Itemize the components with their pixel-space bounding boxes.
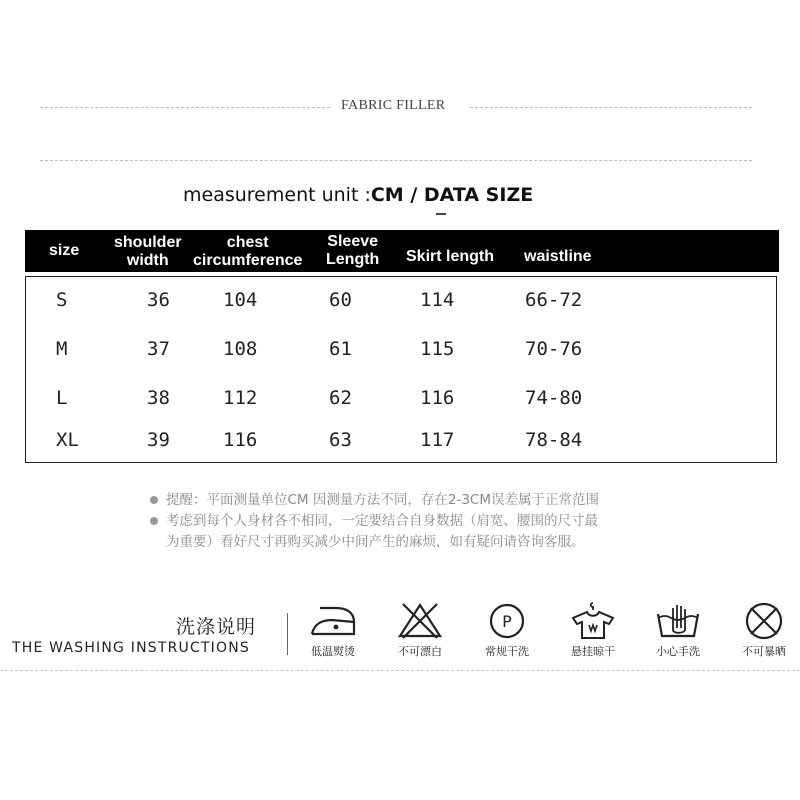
iron-low-heat-icon — [306, 600, 360, 640]
svg-text:P: P — [502, 612, 512, 631]
cell-skirt: 117 — [420, 429, 455, 451]
cell-size: XL — [56, 429, 79, 451]
no-sun-dry-icon — [741, 600, 787, 640]
cell-chest: 108 — [223, 338, 258, 360]
col-header-waist: waistline — [524, 248, 592, 265]
hand-wash-icon — [653, 600, 703, 640]
care-no-sun — [729, 600, 799, 659]
care-label: 不可暴晒 — [742, 645, 786, 658]
care-dry-clean — [472, 600, 542, 659]
cell-chest: 112 — [223, 387, 258, 409]
hang-dry-icon — [567, 600, 619, 640]
cell-shoulder: 36 — [147, 289, 170, 311]
care-no-bleach — [385, 600, 455, 659]
col-header-shoulder: shoulder width — [114, 234, 182, 269]
note-item: 考虑到每个人身材各不相同，一定要结合自身数据（肩宽、腰围的尺寸最 — [150, 511, 599, 532]
bullet-dot-icon — [150, 517, 158, 525]
note-item-continued: 为重要）看好尺寸再购买减少中间产生的麻烦，如有疑问请咨询客服。 — [166, 534, 585, 550]
bullet-dot-icon — [150, 496, 158, 504]
title-bold: CM / DATA SIZE — [370, 184, 534, 206]
cell-shoulder: 37 — [147, 338, 170, 360]
size-table-body — [25, 276, 777, 463]
cell-waist: 70-76 — [525, 338, 583, 360]
cell-skirt: 114 — [420, 289, 455, 311]
second-divider — [40, 160, 752, 161]
cell-waist: 74-80 — [525, 387, 583, 409]
title-prefix: measurement unit : — [183, 184, 371, 206]
page-title — [183, 184, 533, 206]
care-label: 不可漂白 — [398, 645, 442, 658]
care-label: 常规干洗 — [485, 645, 529, 658]
cell-sleeve: 62 — [329, 387, 352, 409]
cell-chest: 116 — [223, 429, 258, 451]
care-iron-low — [298, 600, 368, 659]
cell-sleeve: 61 — [329, 338, 352, 360]
col-header-skirt: Skirt length — [406, 248, 495, 265]
bottom-divider — [0, 670, 800, 671]
no-bleach-icon — [395, 600, 445, 640]
cell-shoulder: 39 — [147, 429, 170, 451]
top-divider-right — [470, 107, 752, 108]
size-table-header — [25, 230, 779, 272]
top-divider-left — [40, 107, 330, 108]
note-item: 提醒：平面测量单位CM 因测量方法不同，存在2-3CM误差属于正常范围 — [150, 490, 599, 511]
cell-sleeve: 63 — [329, 429, 352, 451]
size-notes — [150, 490, 599, 553]
care-label: 悬挂晾干 — [571, 645, 615, 658]
cell-waist: 78-84 — [525, 429, 583, 451]
col-header-chest: chest circumference — [193, 234, 303, 269]
cell-sleeve: 60 — [329, 289, 352, 311]
cell-waist: 66-72 — [525, 289, 583, 311]
care-hand-wash — [643, 600, 713, 659]
cell-shoulder: 38 — [147, 387, 170, 409]
col-header-size: size — [49, 242, 80, 259]
cell-skirt: 116 — [420, 387, 455, 409]
care-hang-dry — [558, 600, 628, 659]
dry-clean-p-icon — [485, 600, 529, 640]
title-underline-tick — [436, 213, 446, 215]
care-label: 低温熨烫 — [311, 645, 355, 658]
washing-separator — [287, 613, 288, 655]
cell-size: L — [56, 387, 68, 409]
cell-skirt: 115 — [420, 338, 455, 360]
care-label: 小心手洗 — [656, 645, 700, 658]
cell-size: M — [56, 338, 68, 360]
washing-title-en: THE WASHING INSTRUCTIONS — [12, 640, 250, 656]
washing-title-cn: 洗涤说明 — [176, 616, 257, 638]
cell-chest: 104 — [223, 289, 258, 311]
fabric-filler-label: FABRIC FILLER — [341, 98, 446, 113]
cell-size: S — [56, 289, 68, 311]
col-header-sleeve: Sleeve Length — [326, 233, 380, 268]
